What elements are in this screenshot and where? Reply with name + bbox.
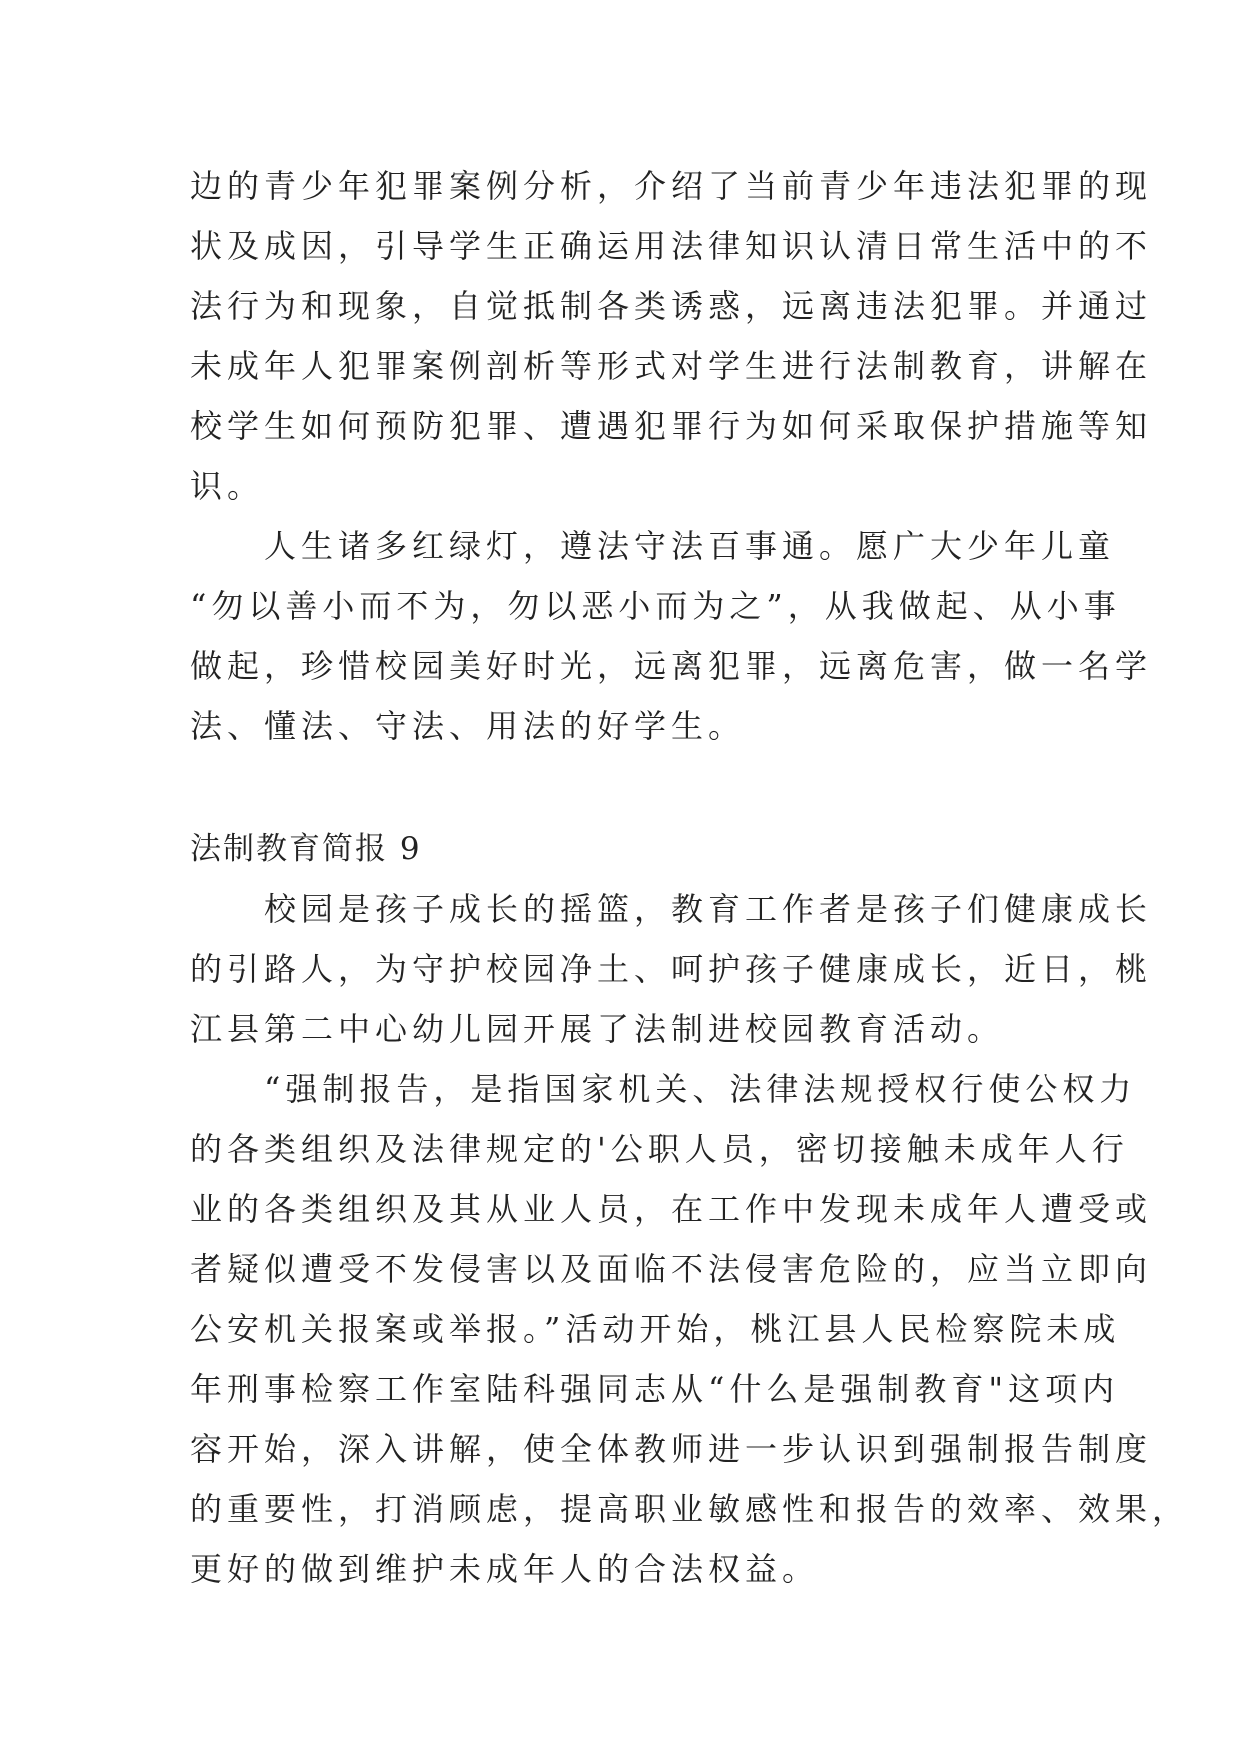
- text-line: 未成年人犯罪案例剖析等形式对学生进行法制教育，讲解在: [190, 347, 1153, 385]
- text-line: 状及成因，引导学生正确运用法律知识认清日常生活中的不: [190, 227, 1153, 265]
- text-line: 者疑似遭受不发侵害以及面临不法侵害危险的，应当立即向: [190, 1250, 1153, 1288]
- paragraph-4: [190, 1059, 1190, 1599]
- text-line: 人生诸多红绿灯，遵法守法百事通。愿广大少年儿童: [190, 527, 1116, 565]
- text-line: 更好的做到维护未成年人的合法权益。: [190, 1550, 820, 1588]
- text-line: 校学生如何预防犯罪、遭遇犯罪行为如何采取保护措施等知: [190, 407, 1153, 445]
- paragraph-1: [190, 156, 1153, 516]
- text-line: 的重要性，打消顾虑，提高职业敏感性和报告的效率、效果，: [190, 1490, 1190, 1528]
- paragraph-3: [190, 879, 1153, 1059]
- text-line: 做起，珍惜校园美好时光，远离犯罪，远离危害，做一名学: [190, 647, 1153, 685]
- section-heading: 法制教育简报 9: [190, 831, 422, 867]
- text-line: 的引路人，为守护校园净土、呵护孩子健康成长，近日，桃: [190, 950, 1153, 988]
- text-line: 法行为和现象，自觉抵制各类诱惑，远离违法犯罪。并通过: [190, 287, 1153, 325]
- text-line: 法、懂法、守法、用法的好学生。: [190, 707, 746, 745]
- text-line: 校园是孩子成长的摇篮，教育工作者是孩子们健康成长: [190, 890, 1153, 928]
- text-line: 容开始，深入讲解，使全体教师进一步认识到强制报告制度: [190, 1430, 1153, 1468]
- text-line: 业的各类组织及其从业人员，在工作中发现未成年人遭受或: [190, 1190, 1153, 1228]
- text-line: “勿以善小而不为，勿以恶小而为之”，从我做起、从小事: [190, 587, 1121, 625]
- paragraph-2: [190, 516, 1153, 756]
- text-line: 边的青少年犯罪案例分析，介绍了当前青少年违法犯罪的现: [190, 167, 1153, 205]
- text-line: 江县第二中心幼儿园开展了法制进校园教育活动。: [190, 1010, 1005, 1048]
- text-line: 识。: [190, 467, 265, 505]
- section-spacer: [190, 756, 1060, 819]
- text-line: 的各类组织及法律规定的'公职人员，密切接触未成年人行: [190, 1130, 1129, 1168]
- document-body: [190, 156, 1190, 1599]
- text-line: 公安机关报案或举报。”活动开始，桃江县人民检察院未成: [190, 1310, 1121, 1348]
- text-line: 年刑事检察工作室陆科强同志从“什么是强制教育"这项内: [190, 1370, 1120, 1408]
- text-line: “强制报告，是指国家机关、法律法规授权行使公权力: [190, 1070, 1137, 1108]
